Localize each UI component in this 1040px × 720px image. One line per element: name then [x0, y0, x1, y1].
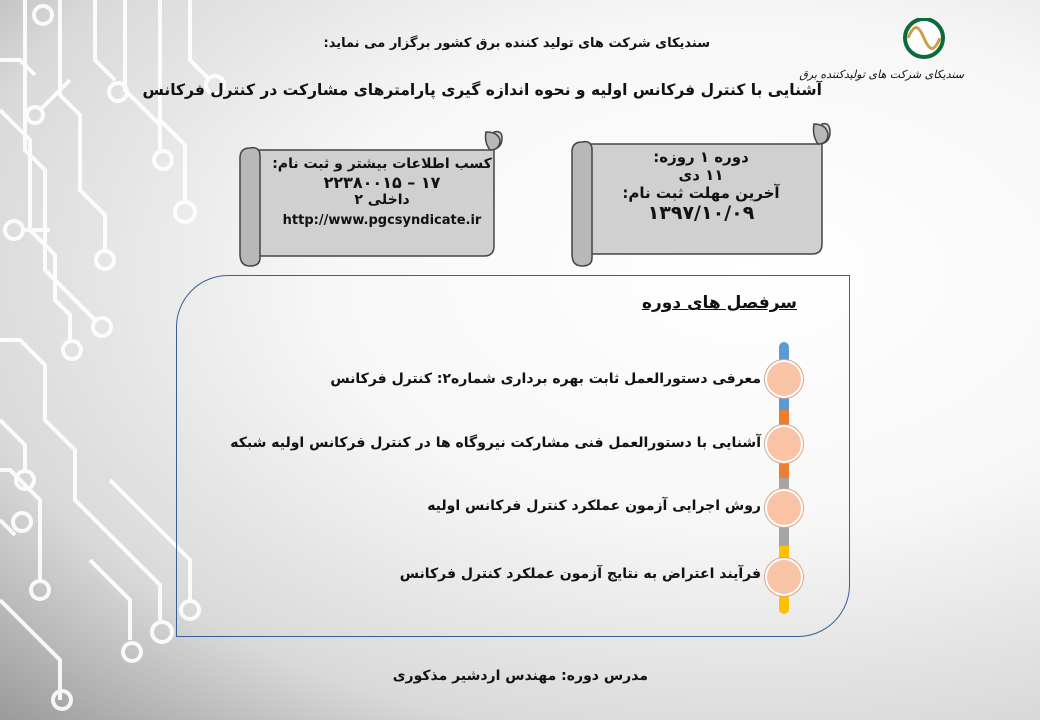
syllabus-title: سرفصل های دوره [641, 293, 797, 313]
syllabus-panel [176, 275, 850, 637]
contact-label: کسب اطلاعات بیشتر و ثبت نام: [272, 156, 492, 172]
syndicate-logo [799, 18, 964, 100]
duration-text: دوره ۱ روزه: [653, 148, 749, 166]
contact-scroll [238, 128, 508, 268]
bullet-4-icon [765, 558, 803, 596]
syllabus-item-2: آشنایی با دستورالعمل فنی مشارکت نیروگاه ها در کنترل فرکانس اولیه شبکه [230, 435, 761, 451]
deadline-label: آخرین مهلت ثبت نام: [622, 184, 780, 202]
bullet-3-icon [765, 489, 803, 527]
bullet-2-icon [765, 425, 803, 463]
deadline-date: ۱۳۹۷/۱۰/۰۹ [647, 202, 755, 224]
syllabus-item-4: فرآیند اعتراض به نتایج آزمون عملکرد کنترل فرکانس [399, 566, 761, 582]
syllabus-item-3: روش اجرایی آزمون عملکرد کنترل فرکانس اولیه [427, 498, 761, 514]
bullet-1-icon [765, 360, 803, 398]
date-text: ۱۱ دی [678, 166, 724, 184]
website-link[interactable]: http://www.pgcsyndicate.ir [282, 212, 482, 228]
syllabus-item-1: معرفی دستورالعمل ثابت بهره برداری شماره۲: کنترل فرکانس [330, 371, 761, 387]
instructor-text: مدرس دوره: مهندس اردشیر مذکوری [392, 668, 648, 684]
course-title: آشنایی با کنترل فرکانس اولیه و نحوه اندازه گیری پارامترهای مشارکت در کنترل فرکانس [142, 81, 822, 99]
course-info-scroll [568, 120, 834, 268]
phone-number: ۱۷ – ۲۲۳۸۰۰۱۵ [323, 172, 441, 192]
extension-text: داخلی ۲ [354, 191, 410, 208]
logo-caption: سندیکای شرکت های تولیدکننده برق [799, 68, 964, 81]
organizer-text: سندیکای شرکت های تولید کننده برق کشور برگزار می نماید: [323, 36, 710, 51]
